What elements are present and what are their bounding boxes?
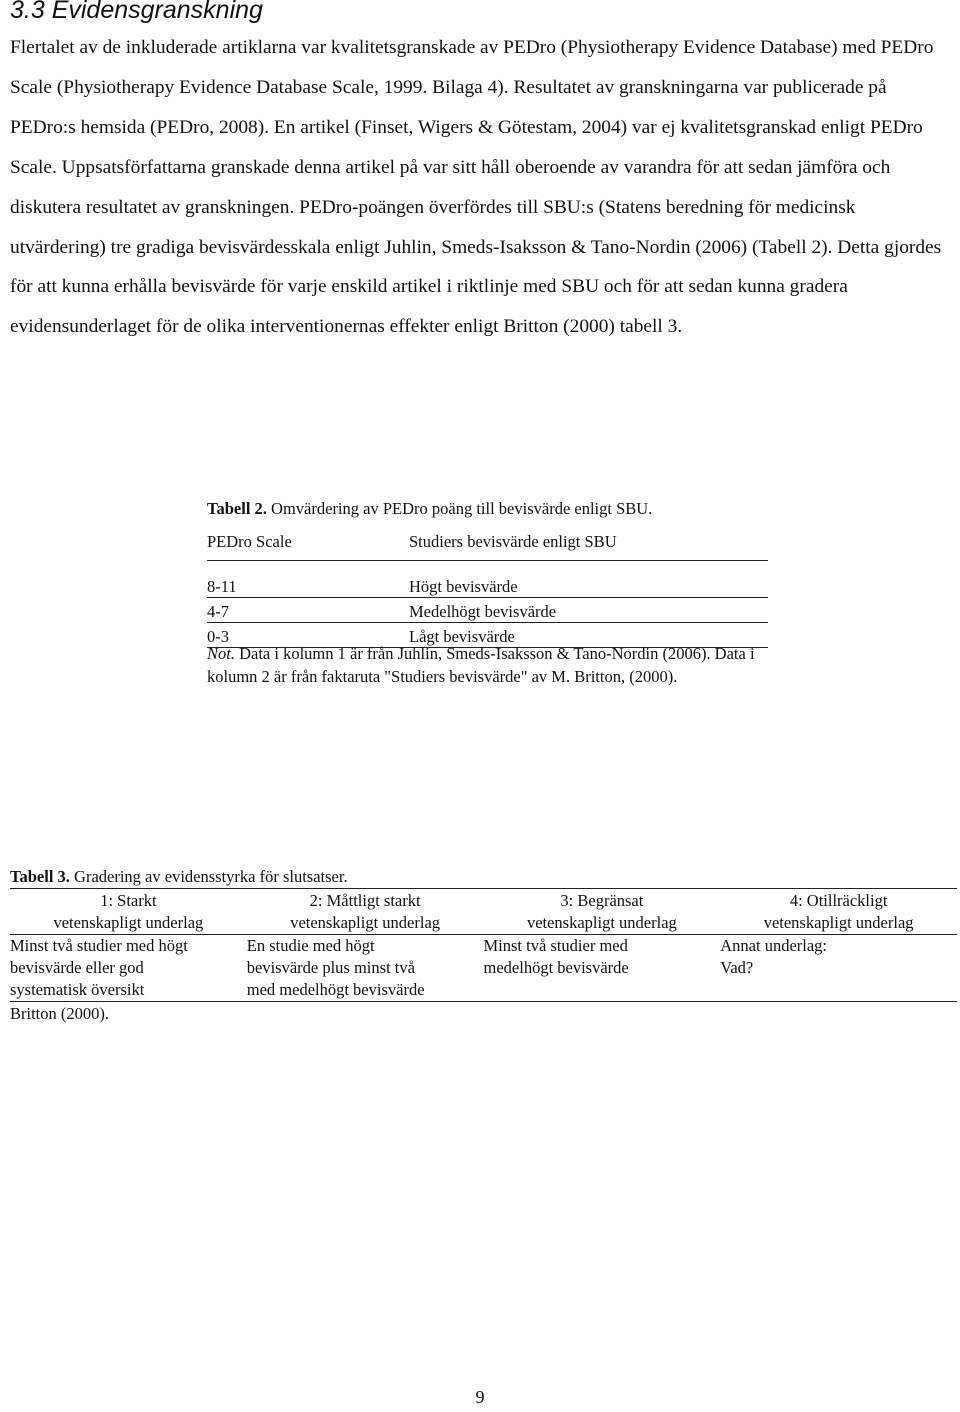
table3-header-row: [10, 889, 957, 935]
table3-cell-text: Minst två studier med högt bevisvärde eller god systematisk översikt: [10, 936, 188, 999]
table2-note-text: Data i kolumn 1 är från Juhlin, Smeds-Isaksson & Tano-Nordin (2006). Data i kolumn 2 är från faktaruta "Studiers bevisvärde" av M. Britton, (2000).: [207, 644, 755, 686]
table3-caption-label: Tabell 3.: [10, 867, 70, 886]
table-row: [10, 935, 957, 1002]
table3-cell: [720, 935, 957, 1002]
table3-cell-text: Minst två studier med medelhögt bevisvärde: [483, 936, 629, 977]
table3-cell: [10, 935, 247, 1002]
table2-cell: Medelhögt bevisvärde: [409, 598, 768, 623]
table2-note: [207, 643, 767, 688]
table3-header: [247, 889, 484, 935]
table3-cell-text: Annat underlag: Vad?: [720, 936, 828, 977]
table2-caption-label: Tabell 2.: [207, 499, 267, 518]
table2-cell: 4-7: [207, 598, 409, 623]
table3-header-text: 2: Måttligt starkt vetenskapligt underlag: [290, 891, 441, 932]
table2-header-sbu: Studiers bevisvärde enligt SBU: [409, 532, 768, 561]
table2-cell: 8-11: [207, 573, 409, 598]
table3-cell: [247, 935, 484, 1002]
table2: [207, 532, 768, 648]
table-row: [207, 598, 768, 623]
table2-cell: Högt bevisvärde: [409, 573, 768, 598]
table2-caption-text: Omvärdering av PEDro poäng till bevisvärde enligt SBU.: [266, 499, 653, 518]
table3-header: [10, 889, 247, 935]
table3-header-text: 3: Begränsat vetenskapligt underlag: [526, 891, 677, 932]
table3-header-text: 4: Otillräckligt vetenskapligt underlag: [763, 891, 914, 932]
body-paragraph: Flertalet av de inkluderade artiklarna var kvalitetsgranskade av PEDro (Physiotherapy Evidence Database) med PEDro Scale (Physiotherapy Evidence Database Scale, 1999. Bilaga 4). Resultatet av granskningarna var publicerade på PEDro:s hemsida (PEDro, 2008). En artikel (Finset, Wigers & Götestam, 2004) var ej kvalitetsgranskad enligt PEDro Scale. Uppsatsförfattarna granskade denna artikel på var sitt håll oberoende av varandra för att sedan jämföra och diskutera resultatet av granskningen. PEDro-poängen överfördes till SBU:s (Statens beredning för medicinsk utvärdering) tre gradiga bevisvärdesskala enligt Juhlin, Smeds-Isaksson & Tano-Nordin (2006) (Tabell 2). Detta gjordes för att kunna erhålla bevisvärde för varje enskild artikel i riktlinje med SBU och för att sedan kunna gradera evidensunderlaget för de olika interventionernas effekter enligt Britton (2000) tabell 3.: [10, 37, 942, 338]
table2-cell: Lågt bevisvärde: [409, 623, 768, 648]
table3-cell-text: En studie med högt bevisvärde plus minst två med medelhögt bevisvärde: [246, 936, 425, 999]
table3-header: [484, 889, 721, 935]
table3-caption: [10, 866, 348, 888]
table3-caption-text: Gradering av evidensstyrka för slutsatser.: [69, 867, 348, 886]
page-number: 9: [475, 1387, 485, 1407]
table3: [10, 888, 957, 1002]
table-row: [207, 573, 768, 598]
table2-header-row: [207, 532, 768, 561]
table2-caption: [207, 498, 767, 520]
table3-header-text: 1: Starkt vetenskapligt underlag: [53, 891, 204, 932]
table2-header-pedro: PEDro Scale: [207, 532, 409, 561]
section-heading: 3.3 Evidensgranskning: [10, 0, 263, 24]
table3-source: Britton (2000).: [10, 1004, 109, 1023]
table3-header: [720, 889, 957, 935]
table2-note-label: Not.: [207, 644, 235, 663]
table3-cell: [484, 935, 721, 1002]
table2-cell: 0-3: [207, 623, 409, 648]
